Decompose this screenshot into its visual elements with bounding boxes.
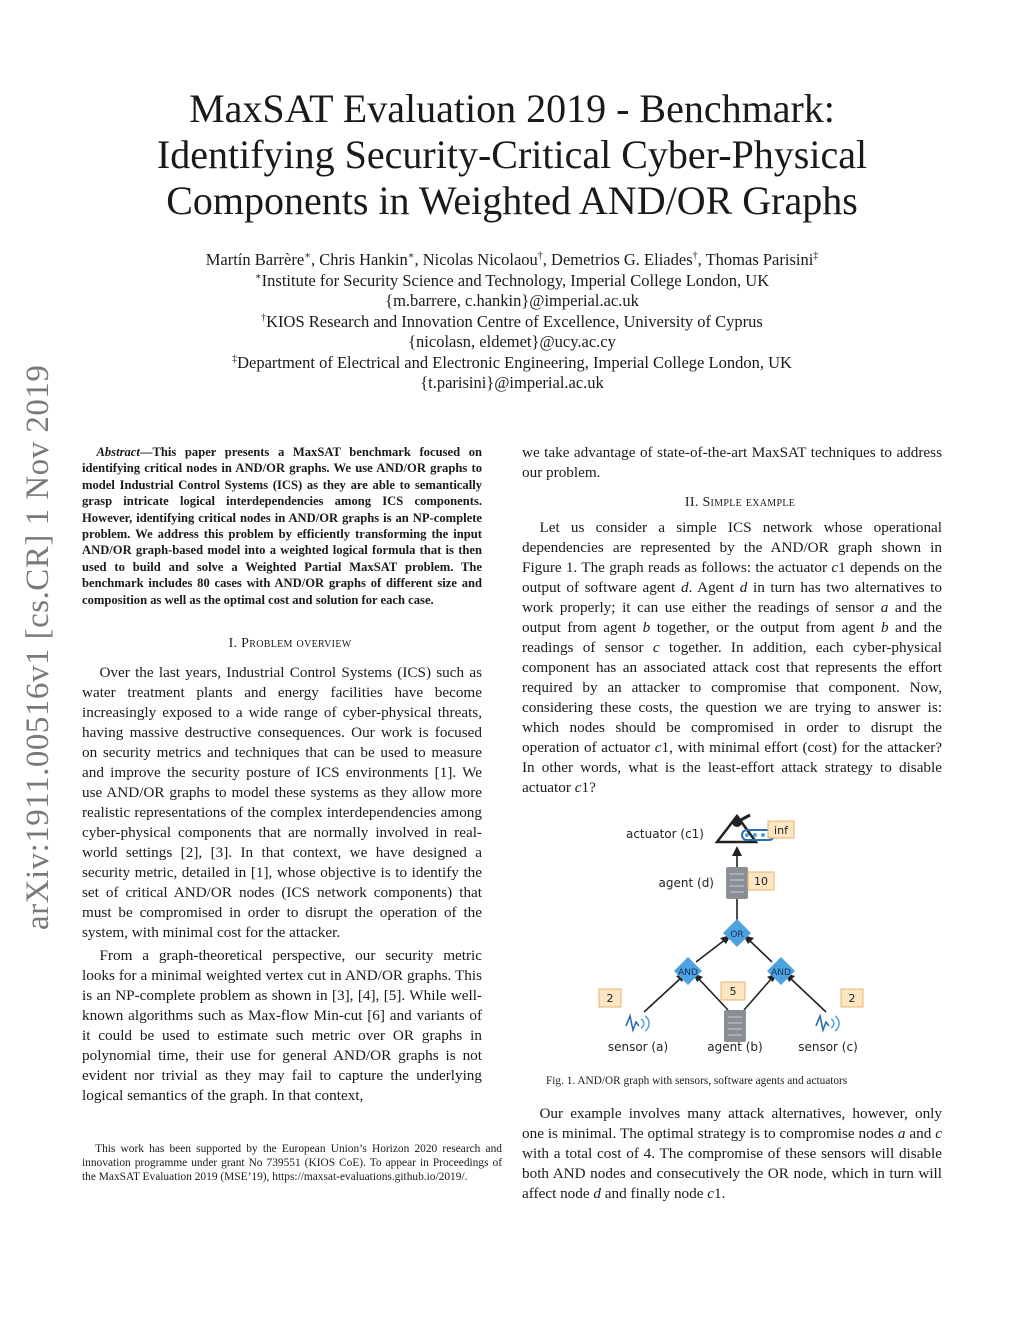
email: {m.barrere, c.hankin}@imperial.ac.uk (385, 291, 639, 310)
arxiv-stamp: arXiv:1911.00516v1 [cs.CR] 1 Nov 2019 (20, 364, 56, 930)
affiliation: †KIOS Research and Innovation Centre of Excellence, University of Cyprus (261, 311, 763, 331)
author-block (100, 250, 924, 394)
abstract-text: This paper presents a MaxSAT benchmark focused on identifying critical nodes in AND/OR graphs. We use AND/OR graphs to model Industrial Control Systems (ICS) as they are able to semantically grasp intricate logical interdependencies among ICS components. However, identifying critical nodes in AND/OR graphs is an NP-complete problem. We address this problem by efficiently transforming the input AND/OR graph-based model into a weighted logical formula that is then used to build and solve a Weighted Partial MaxSAT problem. The benchmark includes 80 cases with AND/OR graphs of different size and composition as well as the optimal cost and solution for each case. (82, 445, 482, 607)
sensor-a-label: sensor (a) (607, 1040, 669, 1054)
author-name: Demetrios G. Eliades (551, 250, 693, 269)
server-icon-agent-b (724, 1010, 746, 1042)
sensor-c-cost: 2 (848, 992, 856, 1005)
affiliation: ∗Institute for Security Science and Technology, Imperial College London, UK (254, 270, 770, 290)
section-heading-1: I. Problem overview (228, 636, 352, 652)
sensor-icon-a (626, 1016, 649, 1031)
figure-and-or-graph (590, 812, 890, 1062)
paper-title (100, 86, 924, 224)
and-gate-right-label: AND (771, 968, 791, 978)
email: {nicolasn, eldemet}@ucy.ac.cy (408, 332, 616, 351)
title-line-1: MaxSAT Evaluation 2019 - Benchmark: (189, 86, 835, 131)
author-name: Nicolas Nicolaou (422, 250, 538, 269)
agent-b-label: agent (b) (707, 1040, 763, 1054)
sensor-c-label: sensor (c) (798, 1040, 858, 1054)
server-icon-agent-d (726, 867, 748, 899)
agent-d-label: agent (d) (658, 876, 714, 890)
author-list: Martín Barrère∗, Chris Hankin∗, Nicolas Nicolaou†, Demetrios G. Eliades†, Thomas Parisini‡ (205, 250, 819, 269)
title-line-3: Components in Weighted AND/OR Graphs (166, 178, 858, 223)
author-name: Chris Hankin (319, 250, 408, 269)
edge-sensor-c-to-and (790, 978, 826, 1012)
agent-d-cost: 10 (754, 875, 768, 888)
agent-b-cost: 5 (729, 985, 737, 998)
title-line-2: Identifying Security-Critical Cyber-Physical (156, 132, 868, 177)
left-column (82, 444, 482, 1106)
paragraph: Let us consider a simple ICS network whose operational dependencies are represented by the AND/OR graph shown in Figure 1. The graph reads as follows: the actuator c1 depends on the output of software agent d. Agent d in turn has two alternatives to work properly; it can use either the readings of sensor a and the output from agent b together, or the output from agent b and the readings of sensor c together. In addition, each cyber-physical component has an associated attack cost that represents the effort required by an attacker to compromise that component. Now, considering these costs, the question we are trying to answer is: which nodes should be compromised in order to disrupt the operation of actuator c1, with minimal effort (cost) for the attacker? In other words, what is the least-effort attack strategy to disable actuator c1? (522, 519, 943, 796)
paragraph: Over the last years, Industrial Control Systems (ICS) such as water treatment plants and energy facilities have become increasingly exposed to a wide range of cyber-physical threats, having massive destructive consequences. Our work is focused on security metrics and techniques that can be used to measure and improve the security posture of ICS environments [1]. We use AND/OR graphs to model these systems as they allow more realistic representations of the complex interdependencies among cyber-physical components that are normally involved in real-world settings [2], [3]. In that context, we have designed a security metric, detailed in [1], whose objective is to identify the set of critical AND/OR nodes (ICS network components) that must be compromised in order to disrupt the operation of the system, with minimal cost for the attacker. (82, 664, 482, 942)
abstract-label: Abstract (96, 445, 140, 459)
section-heading-2: II. Simple example (684, 495, 796, 510)
figure-caption: Fig. 1. AND/OR graph with sensors, software agents and actuators (546, 1075, 848, 1087)
paragraph: Our example involves many attack alternatives, however, only one is minimal. The optimal strategy is to compromise nodes a and c with a total cost of 4. The compromise of these sensors will disable both AND nodes and consecutively the OR node, which in turn will affect node d and finally node c1. (522, 1105, 942, 1202)
actuator-icon (717, 815, 774, 842)
edge-and-left-to-or (696, 939, 726, 962)
actuator-cost: inf (774, 824, 788, 837)
email: {t.parisini}@imperial.ac.uk (420, 373, 604, 392)
actuator-label: actuator (c1) (625, 827, 704, 841)
author-name: Martín Barrère (205, 250, 305, 269)
edge-sensor-a-to-and (644, 978, 681, 1012)
footnote: This work has been supported by the European Union’s Horizon 2020 research and innovation programme under grant No 739551 (KIOS CoE). To appear in Proceedings of the MaxSAT Evaluation 2019 (MSE’19), https://maxsat-evaluations.github.io/2019/. (82, 1143, 502, 1184)
or-gate-label: OR (730, 930, 744, 940)
author-name: Thomas Parisini (705, 250, 814, 269)
paragraph: we take advantage of state-of-the-art MaxSAT techniques to address our problem. (522, 444, 942, 481)
edge-and-right-to-or (748, 939, 772, 962)
and-gate-left-label: AND (678, 968, 698, 978)
sensor-icon-c (816, 1016, 839, 1031)
abstract: Abstract—This paper presents a MaxSAT benchmark focused on identifying critical nodes in AND/OR graphs. We use AND/OR graphs to model Industrial Control Systems (ICS) as they are able to semantically grasp intricate logical interdependencies among ICS components. However, identifying critical nodes in AND/OR graphs is an NP-complete problem. We address this problem by efficiently transforming the input AND/OR graph-based model into a weighted logical formula that is then used to build and solve a Weighted Partial MaxSAT problem. The benchmark includes 80 cases with AND/OR graphs of different size and composition as well as the optimal cost and solution for each case. (82, 445, 482, 607)
sensor-a-cost: 2 (606, 992, 614, 1005)
paragraph: From a graph-theoretical perspective, our security metric looks for a minimal weighted vertex cut in AND/OR graphs. This is an NP-complete problem as shown in [3], [4], [5]. While well-known algorithms such as Max-flow Min-cut [6] and variants of it could be used to estimate such metric over OR graphs in polynomial time, their use for general AND/OR graphs is not evident nor trivial as they may fail to capture the underlying logical semantics of the graph. In that context, (82, 947, 482, 1105)
edge-agent-b-to-and-right (744, 978, 772, 1010)
affiliation: ‡Department of Electrical and Electronic Engineering, Imperial College London, UK (232, 352, 792, 372)
right-column-bottom (522, 1104, 942, 1204)
right-column (522, 443, 942, 798)
